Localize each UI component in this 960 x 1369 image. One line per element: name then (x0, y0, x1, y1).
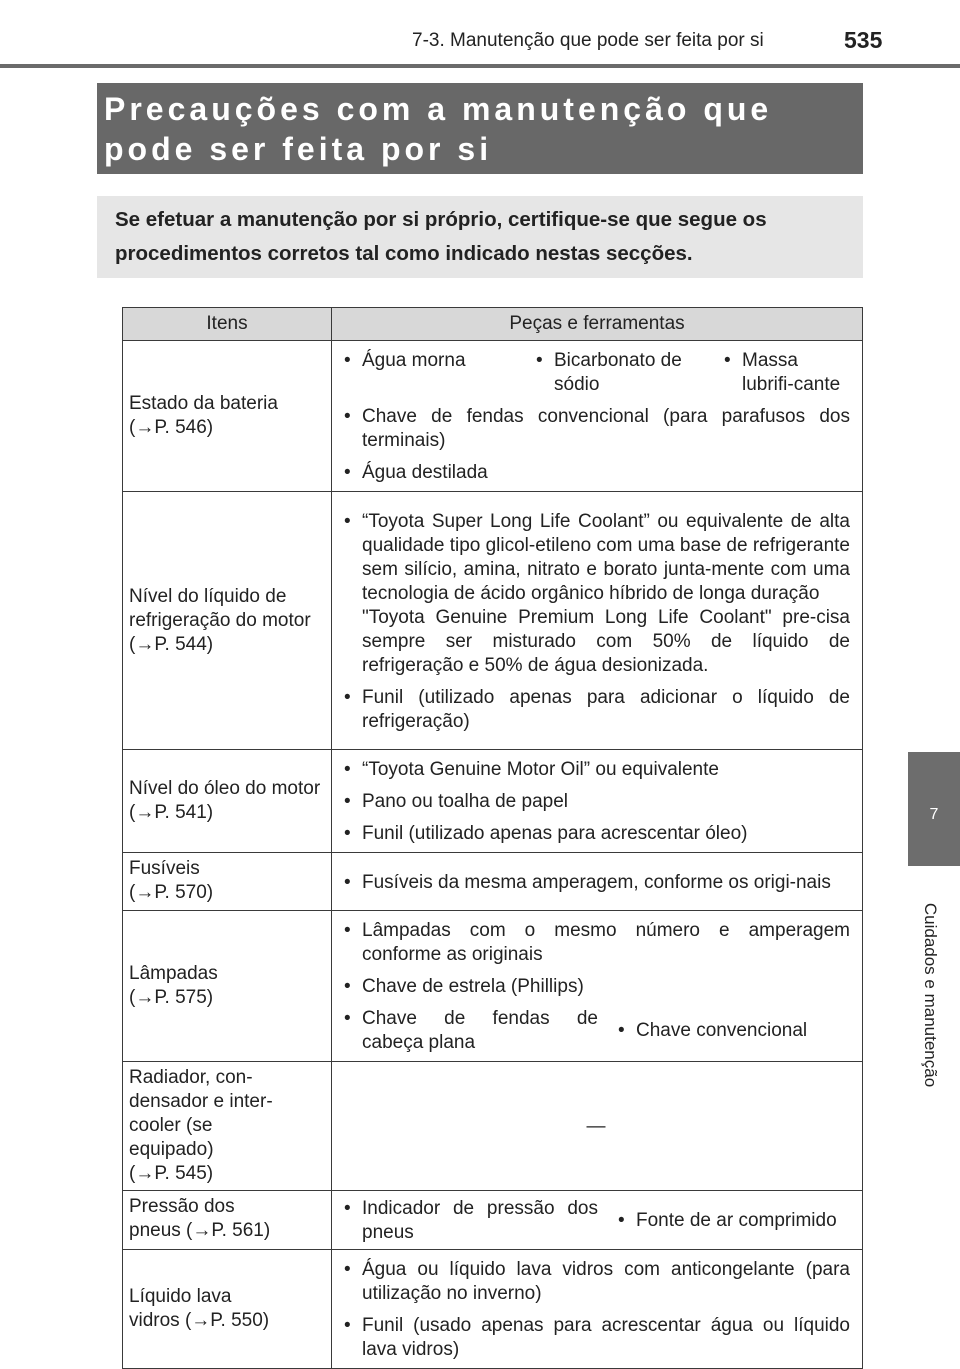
parts-cell (332, 750, 863, 853)
parts-cell (332, 911, 863, 1062)
parts-inline-group (342, 1007, 850, 1055)
table-row (123, 750, 863, 853)
table-row (123, 1250, 863, 1369)
parts-cell (332, 1062, 863, 1191)
title-banner (97, 83, 863, 174)
table-row (123, 1062, 863, 1191)
item-text: Radiador, con- densador e inter- cooler (se equipado) (→P. 545) (129, 1067, 273, 1184)
header-parts: Peças e ferramentas (332, 308, 863, 341)
part-item: • Chave de fendas convencional (para parafusos dos terminais) (342, 405, 850, 453)
table-row (123, 911, 863, 1062)
item-text: Lâmpadas (→P. 575) (129, 963, 218, 1008)
parts-cell (332, 1191, 863, 1250)
part-item: • Funil (utilizado apenas para acrescentar óleo) (342, 822, 850, 846)
intro-text: Se efetuar a manutenção por si próprio, certifique-se que segue os procedimentos corretos tal como indicado nestas secções. (115, 208, 767, 265)
table-row (123, 1191, 863, 1250)
chapter-label-box (910, 878, 950, 1113)
part-item: • Água morna (342, 349, 534, 397)
part-item: • Bicarbonato de sódio (534, 349, 722, 397)
part-item: • Água destilada (342, 461, 850, 485)
item-text: Nível do líquido de refrigeração do motor (→P. 544) (129, 585, 311, 655)
table-row (123, 492, 863, 750)
part-item: • “Toyota Super Long Life Coolant” ou equivalente de alta qualidade tipo glicol-etileno com uma base de refrigerante sem silício, amina, nitrato e borato junta-mente com uma tecnologia de ácido orgânico híbrido de longa duração "Toyota Genuine Premium Long Life Coolant" pre-cisa sempre ser misturado com 50% de líquido de refrigeração e 50% de água desionizada. (342, 510, 850, 678)
intro-box (97, 196, 863, 278)
parts-cell (332, 853, 863, 911)
table-row (123, 341, 863, 492)
item-cell (123, 492, 332, 750)
table-row (123, 853, 863, 911)
chapter-label: Cuidados e manutenção (921, 902, 940, 1088)
chapter-number: 7 (929, 806, 939, 823)
section-title: 7-3. Manutenção que pode ser feita por si (412, 30, 764, 51)
part-item: • “Toyota Genuine Motor Oil” ou equivalente (342, 758, 850, 782)
parts-cell (332, 1250, 863, 1369)
table-header-row (123, 308, 863, 341)
item-text: Estado da bateria (→P. 546) (129, 393, 278, 438)
part-item: • Funil (usado apenas para acrescentar água ou líquido lava vidros) (342, 1314, 850, 1362)
chapter-tab (908, 752, 960, 866)
header-items: Itens (123, 308, 332, 341)
empty-dash: — (586, 1116, 606, 1137)
part-item: • Fonte de ar comprimido (616, 1209, 850, 1233)
part-item: • Massa lubrifi-cante (722, 349, 850, 397)
parts-cell (332, 492, 863, 750)
item-cell (123, 911, 332, 1062)
part-item: • Pano ou toalha de papel (342, 790, 850, 814)
part-item: • Fusíveis da mesma amperagem, conforme os origi-nais (342, 871, 850, 895)
item-text: Líquido lava vidros (→P. 550) (129, 1286, 270, 1331)
part-item: • Chave de estrela (Phillips) (342, 975, 850, 999)
page-title: Precauções com a manutenção que pode ser feita por si (104, 91, 773, 167)
page-number: 535 (844, 27, 883, 53)
item-text: Pressão dos pneus (→P. 561) (129, 1196, 271, 1241)
parts-inline-group (342, 349, 850, 397)
maintenance-table (122, 307, 863, 1369)
item-text: Nível do óleo do motor (→P. 541) (129, 778, 321, 823)
item-text: Fusíveis (→P. 570) (129, 858, 214, 903)
part-item: • Lâmpadas com o mesmo número e amperagem conforme as originais (342, 919, 850, 967)
parts-cell (332, 341, 863, 492)
item-cell (123, 341, 332, 492)
part-item: • Funil (utilizado apenas para adicionar o líquido de refrigeração) (342, 686, 850, 734)
item-cell (123, 1250, 332, 1369)
item-cell (123, 750, 332, 853)
part-item: • Indicador de pressão dos pneus (342, 1197, 598, 1245)
part-item: • Chave de fendas de cabeça plana (342, 1007, 598, 1055)
item-cell (123, 1062, 332, 1191)
item-cell (123, 1191, 332, 1250)
parts-inline-group (342, 1197, 850, 1245)
item-cell (123, 853, 332, 911)
header-divider (0, 64, 960, 68)
part-item: • Chave convencional (616, 1019, 850, 1043)
part-item: • Água ou líquido lava vidros com anticongelante (para utilização no inverno) (342, 1258, 850, 1306)
